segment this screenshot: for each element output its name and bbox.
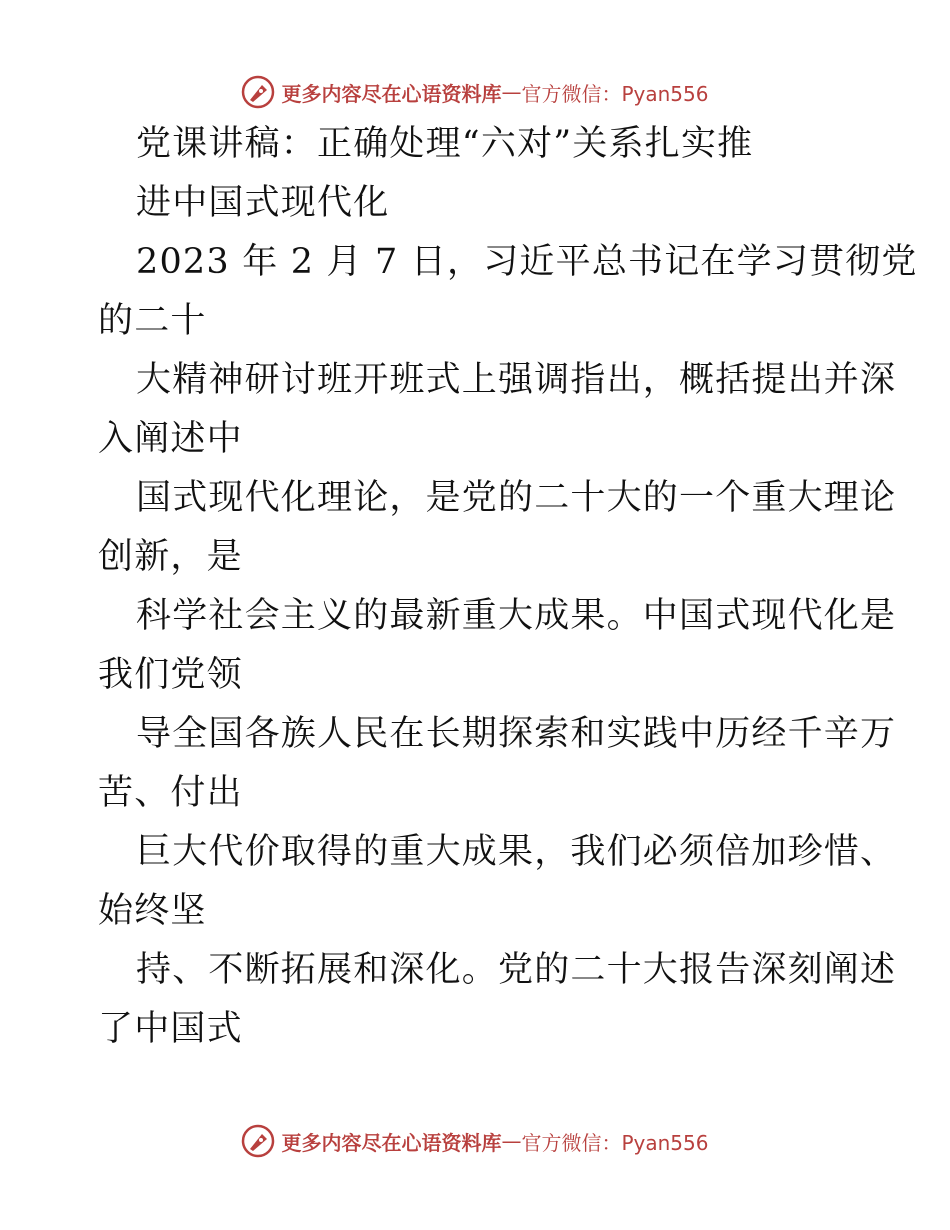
pen-nib-logo-icon bbox=[241, 75, 275, 109]
banner-separator: — bbox=[501, 1129, 522, 1153]
doc-line: 大精神研讨班开班式上强调指出，概括提出并深 bbox=[136, 360, 897, 400]
banner-separator: — bbox=[501, 80, 522, 104]
header-watermark-banner bbox=[0, 72, 950, 112]
footer-watermark-banner bbox=[0, 1121, 950, 1161]
doc-line: 苦、付出 bbox=[98, 773, 243, 813]
pen-nib-logo-icon bbox=[241, 1124, 275, 1158]
doc-line: 了中国式 bbox=[98, 1009, 243, 1049]
doc-line: 创新，是 bbox=[98, 537, 243, 577]
doc-line: 入阐述中 bbox=[98, 419, 243, 459]
doc-line: 巨大代价取得的重大成果，我们必须倍加珍惜、 bbox=[136, 832, 897, 872]
doc-line: 我们党领 bbox=[98, 655, 243, 695]
doc-line: 持、不断拓展和深化。党的二十大报告深刻阐述 bbox=[136, 950, 897, 990]
doc-line: 党课讲稿：正确处理“六对”关系扎实推 bbox=[136, 124, 754, 164]
banner-main-text: 更多内容尽在心语资料库 bbox=[281, 1130, 502, 1155]
doc-line: 的二十 bbox=[98, 301, 207, 341]
doc-line: 科学社会主义的最新重大成果。中国式现代化是 bbox=[136, 596, 897, 636]
banner-main-text: 更多内容尽在心语资料库 bbox=[281, 81, 502, 106]
banner-wechat-text: 官方微信：Pyan556 bbox=[521, 81, 709, 106]
banner-wechat-text: 官方微信：Pyan556 bbox=[521, 1130, 709, 1155]
doc-line: 2023 年 2 月 7 日，习近平总书记在学习贯彻党 bbox=[136, 242, 918, 282]
doc-line: 导全国各族人民在长期探索和实践中历经千辛万 bbox=[136, 714, 897, 754]
doc-line: 始终坚 bbox=[98, 891, 207, 931]
doc-line: 进中国式现代化 bbox=[136, 183, 390, 223]
doc-line: 国式现代化理论，是党的二十大的一个重大理论 bbox=[136, 478, 897, 518]
